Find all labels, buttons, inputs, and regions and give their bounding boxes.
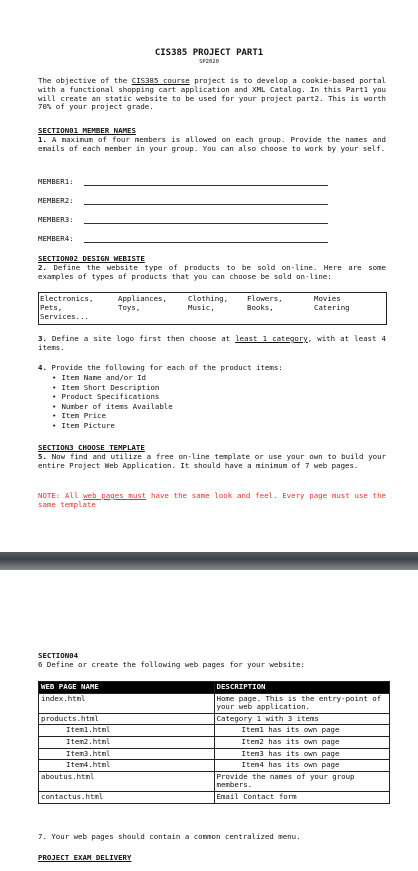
page-name-cell: aboutus.html — [39, 771, 215, 791]
list-item: • Item Picture — [52, 421, 173, 431]
list-item: • Item Name and/or Id — [52, 373, 173, 383]
page-name-cell: Item1.html — [39, 725, 215, 737]
list-item: • Product Specifications — [52, 392, 173, 402]
web-pages-table — [38, 681, 390, 804]
intro-paragraph: The objective of the CIS385 course project is to develop a cookie-based portal with a functional shopping cart application and XML Catalog. In this Part1 you will create an static website to be used for your project part2. This is worth 70% of your project grade. — [38, 76, 386, 112]
template-note: NOTE: All web pages must have the same look and feel. Every page must use the same template — [38, 491, 387, 509]
table-header-row — [39, 682, 390, 694]
document-title: CIS385 PROJECT PART1 — [154, 48, 264, 58]
project-exam-delivery-heading: PROJECT EXAM DELIVERY — [38, 853, 132, 862]
member2-label: MEMBER2: — [38, 196, 74, 205]
category-col-4: Flowers, Books, — [247, 294, 283, 312]
section2-item4: 4. Provide the following for each of the product items: — [38, 363, 283, 372]
table-row — [39, 736, 390, 748]
product-fields-list — [52, 373, 173, 431]
section1-item1: 1. A maximum of four members is allowed on each group. Provide the names and emails of each member in your group. You can also choose to work by your self. — [38, 135, 386, 153]
member1-label: MEMBER1: — [38, 177, 74, 186]
section4-item7: 7. Your web pages should contain a common centralized menu. — [38, 832, 301, 841]
web-pages-must-link[interactable]: web pages must — [83, 491, 147, 500]
member3-field[interactable] — [84, 223, 328, 224]
table-row — [39, 748, 390, 760]
section1-heading: SECTION01 MEMBER NAMES — [38, 126, 136, 135]
list-item: • Item Short Description — [52, 383, 173, 393]
course-link[interactable]: CIS385 course — [131, 76, 190, 85]
page-name-cell: products.html — [39, 713, 215, 725]
section4-item6: 6 Define or create the following web pages for your website: — [38, 660, 305, 669]
description-cell: Category 1 with 3 items — [214, 713, 389, 725]
page-name-cell: Item4.html — [39, 760, 215, 772]
description-cell: Email Contact form — [214, 791, 389, 803]
least-one-category-link[interactable]: least 1 category — [235, 334, 308, 343]
section2-item3: 3. Define a site logo first then choose at least 1 category, with at least 4 items. — [38, 334, 386, 352]
list-item: • Number of items Available — [52, 402, 173, 412]
section3-item5: 5. Now find and utilize a free on-line template or use your own to build your entire Project Web Application. It should have a minimum of 7 web pages. — [38, 452, 386, 470]
description-cell: Item2 has its own page — [214, 736, 389, 748]
table-row — [39, 791, 390, 803]
member1-field[interactable] — [84, 185, 328, 186]
category-examples-box — [38, 292, 387, 325]
table-row — [39, 771, 390, 791]
section2-heading: SECTION02 DESIGN WEBISTE — [38, 254, 145, 263]
category-col-1: Electronics, Pets, Services... — [40, 294, 94, 321]
section2-item2: 2. Define the website type of products to be sold on-line. Here are some examples of types of products that you can choose be sold on-line: — [38, 263, 386, 281]
description-cell: Item4 has its own page — [214, 760, 389, 772]
page-separator — [0, 552, 418, 570]
description-cell: Item1 has its own page — [214, 725, 389, 737]
section3-heading: SECTION3 CHOOSE TEMPLATE — [38, 443, 145, 452]
category-col-3: Clothing, Music, — [188, 294, 229, 312]
table-row — [39, 760, 390, 772]
table-row — [39, 725, 390, 737]
member4-field[interactable] — [84, 242, 328, 243]
category-col-5: Movies Catering — [314, 294, 350, 312]
description-cell: Provide the names of your group members. — [214, 771, 389, 791]
description-cell: Home page. This is the entry-point of your web application. — [214, 693, 389, 713]
description-cell: Item3 has its own page — [214, 748, 389, 760]
member2-field[interactable] — [84, 204, 328, 205]
member4-label: MEMBER4: — [38, 234, 74, 243]
table-row — [39, 693, 390, 713]
page-name-cell: Item2.html — [39, 736, 215, 748]
page-name-cell: Item3.html — [39, 748, 215, 760]
category-col-2: Appliances, Toys, — [118, 294, 167, 312]
page-name-cell: contactus.html — [39, 791, 215, 803]
semester-label: SP2020 — [199, 59, 219, 65]
section4-heading: SECTION04 — [38, 651, 79, 660]
member3-label: MEMBER3: — [38, 215, 74, 224]
page-name-cell: index.html — [39, 693, 215, 713]
column-header-page-name: WEB PAGE NAME — [39, 682, 215, 694]
table-row — [39, 713, 390, 725]
column-header-description: DESCRIPTION — [214, 682, 389, 694]
list-item: • Item Price — [52, 411, 173, 421]
